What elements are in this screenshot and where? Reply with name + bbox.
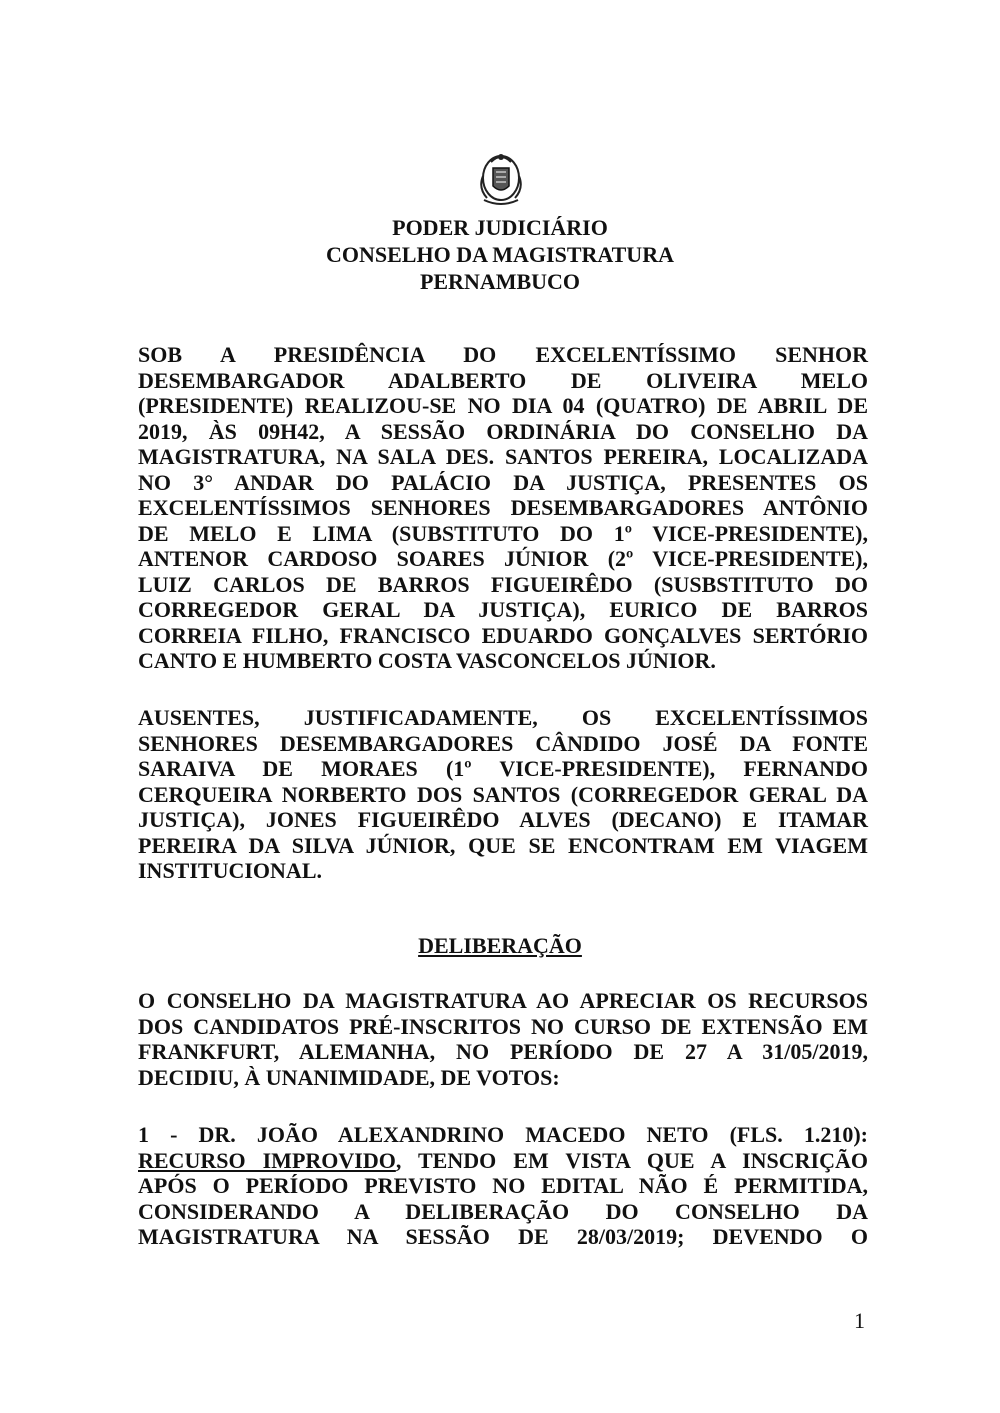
text-line: CORREIA FILHO, FRANCISCO EDUARDO GONÇALVES SERTÓRIO: [138, 622, 868, 648]
text-line: LUIZ CARLOS DE BARROS FIGUEIRÊDO (SUSBSTITUTO DO: [138, 571, 868, 597]
session-paragraph: [138, 342, 868, 674]
deliberation-heading-text: DELIBERAÇÃO: [418, 933, 582, 958]
text-line: DOS CANDIDATOS PRÉ-INSCRITOS NO CURSO DE EXTENSÃO EM: [138, 1013, 868, 1039]
text-line: INSTITUCIONAL.: [138, 858, 322, 883]
coat-of-arms-icon: [472, 148, 530, 210]
deliberation-paragraph: [138, 988, 868, 1090]
text-line: SENHORES DESEMBARGADORES CÂNDIDO JOSÉ DA FONTE: [138, 730, 868, 756]
text-line: ANTENOR CARDOSO SOARES JÚNIOR (2º VICE-PRESIDENTE),: [138, 546, 868, 571]
header-line-3: PERNAMBUCO: [419, 269, 581, 294]
header-line-1: PODER JUDICIÁRIO: [392, 215, 608, 240]
text-line: CERQUEIRA NORBERTO DOS SANTOS (CORREGEDOR GERAL DA: [138, 781, 868, 807]
text-line: SARAIVA DE MORAES (1º VICE-PRESIDENTE), FERNANDO: [138, 756, 868, 781]
text-line: MAGISTRATURA NA SESSÃO DE 28/03/2019; DEVENDO O: [138, 1224, 868, 1249]
header-line-2: CONSELHO DA MAGISTRATURA: [326, 242, 674, 267]
text-line: O CONSELHO DA MAGISTRATURA AO APRECIAR OS RECURSOS: [138, 988, 868, 1013]
text-line: EXCELENTÍSSIMOS SENHORES DESEMBARGADORES ANTÔNIO: [138, 495, 868, 520]
document-header: [0, 214, 1000, 295]
text-line: APÓS O PERÍODO PREVISTO NO EDITAL NÃO É PERMITIDA,: [138, 1173, 868, 1198]
text-line: (PRESIDENTE) REALIZOU-SE NO DIA 04 (QUATRO) DE ABRIL DE: [138, 393, 868, 418]
page-number: 1: [854, 1308, 865, 1333]
text-fragment: , TENDO EM VISTA QUE A INSCRIÇÃO: [395, 1147, 868, 1173]
text-line: DECIDIU, À UNANIMIDADE, DE VOTOS:: [138, 1064, 560, 1090]
deliberation-heading: [0, 933, 1000, 959]
recurso-improvido-label: RECURSO IMPROVIDO: [138, 1147, 396, 1173]
text-line: DE MELO E LIMA (SUBSTITUTO DO 1º VICE-PRESIDENTE),: [138, 520, 868, 546]
text-line: CANTO E HUMBERTO COSTA VASCONCELOS JÚNIOR.: [138, 648, 716, 673]
item-1-paragraph: [138, 1122, 868, 1250]
text-line: DESEMBARGADOR ADALBERTO DE OLIVEIRA MELO: [138, 367, 868, 393]
text-line: JUSTIÇA), JONES FIGUEIRÊDO ALVES (DECANO) E ITAMAR: [138, 807, 868, 832]
text-line: CORREGEDOR GERAL DA JUSTIÇA), EURICO DE BARROS: [138, 597, 868, 622]
text-line: CONSIDERANDO A DELIBERAÇÃO DO CONSELHO DA: [138, 1198, 868, 1224]
text-line: PEREIRA DA SILVA JÚNIOR, QUE SE ENCONTRAM EM VIAGEM: [138, 832, 868, 858]
text-line: AUSENTES, JUSTIFICADAMENTE, OS EXCELENTÍSSIMOS: [138, 705, 868, 730]
text-line: 1 - DR. JOÃO ALEXANDRINO MACEDO NETO (FLS. 1.210):: [138, 1122, 868, 1147]
text-line: 2019, ÀS 09H42, A SESSÃO ORDINÁRIA DO CONSELHO DA: [138, 418, 868, 444]
text-line: MAGISTRATURA, NA SALA DES. SANTOS PEREIRA, LOCALIZADA: [138, 444, 868, 469]
absent-paragraph: [138, 705, 868, 884]
text-line: NO 3° ANDAR DO PALÁCIO DA JUSTIÇA, PRESENTES OS: [138, 469, 868, 495]
text-line: [138, 1148, 868, 1174]
text-line: SOB A PRESIDÊNCIA DO EXCELENTÍSSIMO SENHOR: [138, 342, 868, 367]
text-line: FRANKFURT, ALEMANHA, NO PERÍODO DE 27 A 31/05/2019,: [138, 1039, 868, 1064]
